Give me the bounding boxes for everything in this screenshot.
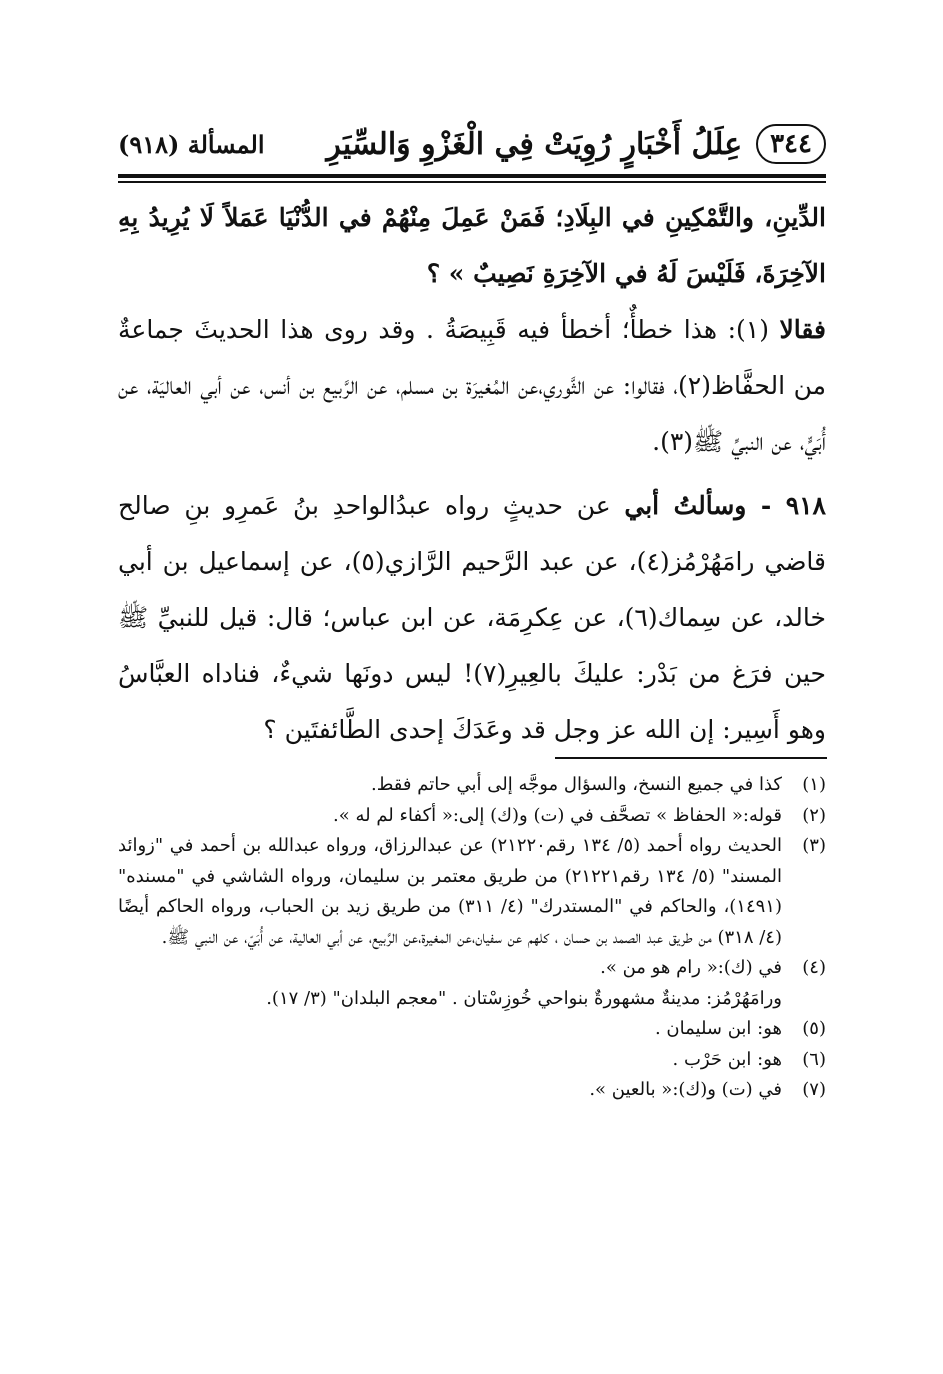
- footnote-5: [118, 1014, 826, 1045]
- header-right: [326, 124, 826, 164]
- footnote-number: (٦): [802, 1048, 826, 1070]
- footnotes: [118, 770, 826, 1106]
- footnote-3: [118, 831, 826, 953]
- footnote-number: (٣): [802, 835, 826, 856]
- issue-paragraph: [118, 478, 826, 758]
- issue-label: المسألة (٩١٨): [118, 129, 265, 159]
- footnote-number: (٧): [802, 1079, 826, 1100]
- page-number: ٣٤٤: [756, 124, 826, 164]
- footnote-text: الحديث رواه أحمد (٥/ ١٣٤ رقم٢١٢٢٠) عن عبدالرزاق، ورواه عبدالله بن أحمد في "زوائد المسند" (٥/ ١٣٤ رقم٢١٢٢١) من طريق معتمر بن سليمان، ورواه الشاشي في "مسنده" (١٤٩١)، والحاكم في "المستدرك" (٤/ ٣١١) من طريق زيد بن الحباب، ورواه الحاكم أيضًا (٤/ ٣١٨) من طريق عبد الصمد بن حسان ، كلهم عن سفيان،عن المغيرة،عن الرَّبيع، عن أبي العالية، عن أُبَيّ، عن النبي ﷺ.: [118, 835, 782, 948]
- footnote-number: (١): [802, 774, 826, 795]
- footnote-2: [118, 801, 826, 832]
- page-header: [118, 118, 826, 170]
- footnote-1: [118, 770, 826, 801]
- book-title: عِلَلُ أَخْبَارٍ رُوِيَتْ فِي الْغَزْوِ وَالسِّيَرِ: [326, 126, 743, 162]
- footnote-text: في (ك):« رام هو من ».: [600, 957, 782, 978]
- footnote-6: [118, 1045, 826, 1076]
- footnote-7: [118, 1075, 826, 1106]
- footnote-text: كذا في جميع النسخ، والسؤال موجَّه إلى أبي حاتم فقط.: [370, 774, 782, 795]
- answer-lead: فقالا: [779, 315, 826, 344]
- footnote-text: هو: ابن حَرْب .: [672, 1048, 782, 1070]
- header-rule-thin: [118, 181, 826, 183]
- main-text: [118, 190, 826, 758]
- footnote-text: قوله:« الحفاظ » تصحَّف في (ت) و(ك) إلى:« أكفاء لم له ».: [333, 804, 782, 826]
- footnote-4-continuation: [118, 984, 826, 1015]
- answer-paragraph: [118, 302, 826, 470]
- header-rule-thick: [118, 174, 826, 178]
- paragraph-gap: [118, 470, 826, 478]
- footnote-4: [118, 953, 826, 984]
- issue-text: عن حديثٍ رواه عبدُالواحدِ بنُ عَمرِو بنِ صالح قاضي رامَهُرْمُز(٤)، عن عبد الرَّحيم الرَّازي(٥)، عن إسماعيل بن أبي خالد، عن سِماك(٦)، عن عِكرِمَة، عن ابن عباس؛ قال: قيل للنبيِّ ﷺ حين فرَغ من بَدْر: عليكَ بالعِيرِ(٧)! ليس دونَها شيءٌ، فناداه العبَّاسُ وهو أَسِير: إن الله عز وجل قد وعَدَكَ إحدى الطَّائفتَين ؟: [118, 491, 826, 744]
- footnote-text: هو: ابن سليمان .: [654, 1018, 782, 1039]
- footnote-number: (٥): [802, 1018, 826, 1039]
- footnote-number: (٢): [802, 804, 826, 826]
- footnote-number: (٤): [802, 957, 826, 978]
- footnote-text: ورامَهُرْمُز: مدينةٌ مشهورةٌ بنواحي خُوزِسْتان . "معجم البلدان" (٣/ ١٧).: [266, 987, 782, 1009]
- quran-verse: الدِّينِ، والتَّمْكِينِ في البِلَادِ؛ فَمَنْ عَمِلَ مِنْهُمْ في الدُّنْيَا عَمَلاً لَا يُرِيدُ بِهِ الآخِرَةَ، فَلَيْسَ لَهُ في الآخِرَةِ نَصِيبٌ » ؟: [118, 203, 826, 288]
- issue-lead: ٩١٨ - وسألتُ أبي: [624, 491, 826, 520]
- answer-text: (١): هذا خطأٌ؛ أخطأ فيه قَبِيصَةُ . وقد روى هذا الحديثَ جماعةٌ من الحفَّاظ(٢)، فقالوا: عن الثَّوري،عن المُغيرَة بن مسلم، عن الرَّبيع بن أنس، عن أبي العاليَة، عن أُبَيٍّ، عن النبيِّ ﷺ(٣).: [118, 315, 826, 456]
- footnote-separator: [555, 757, 827, 759]
- footnote-text: في (ت) و(ك):« بالعين ».: [589, 1079, 782, 1100]
